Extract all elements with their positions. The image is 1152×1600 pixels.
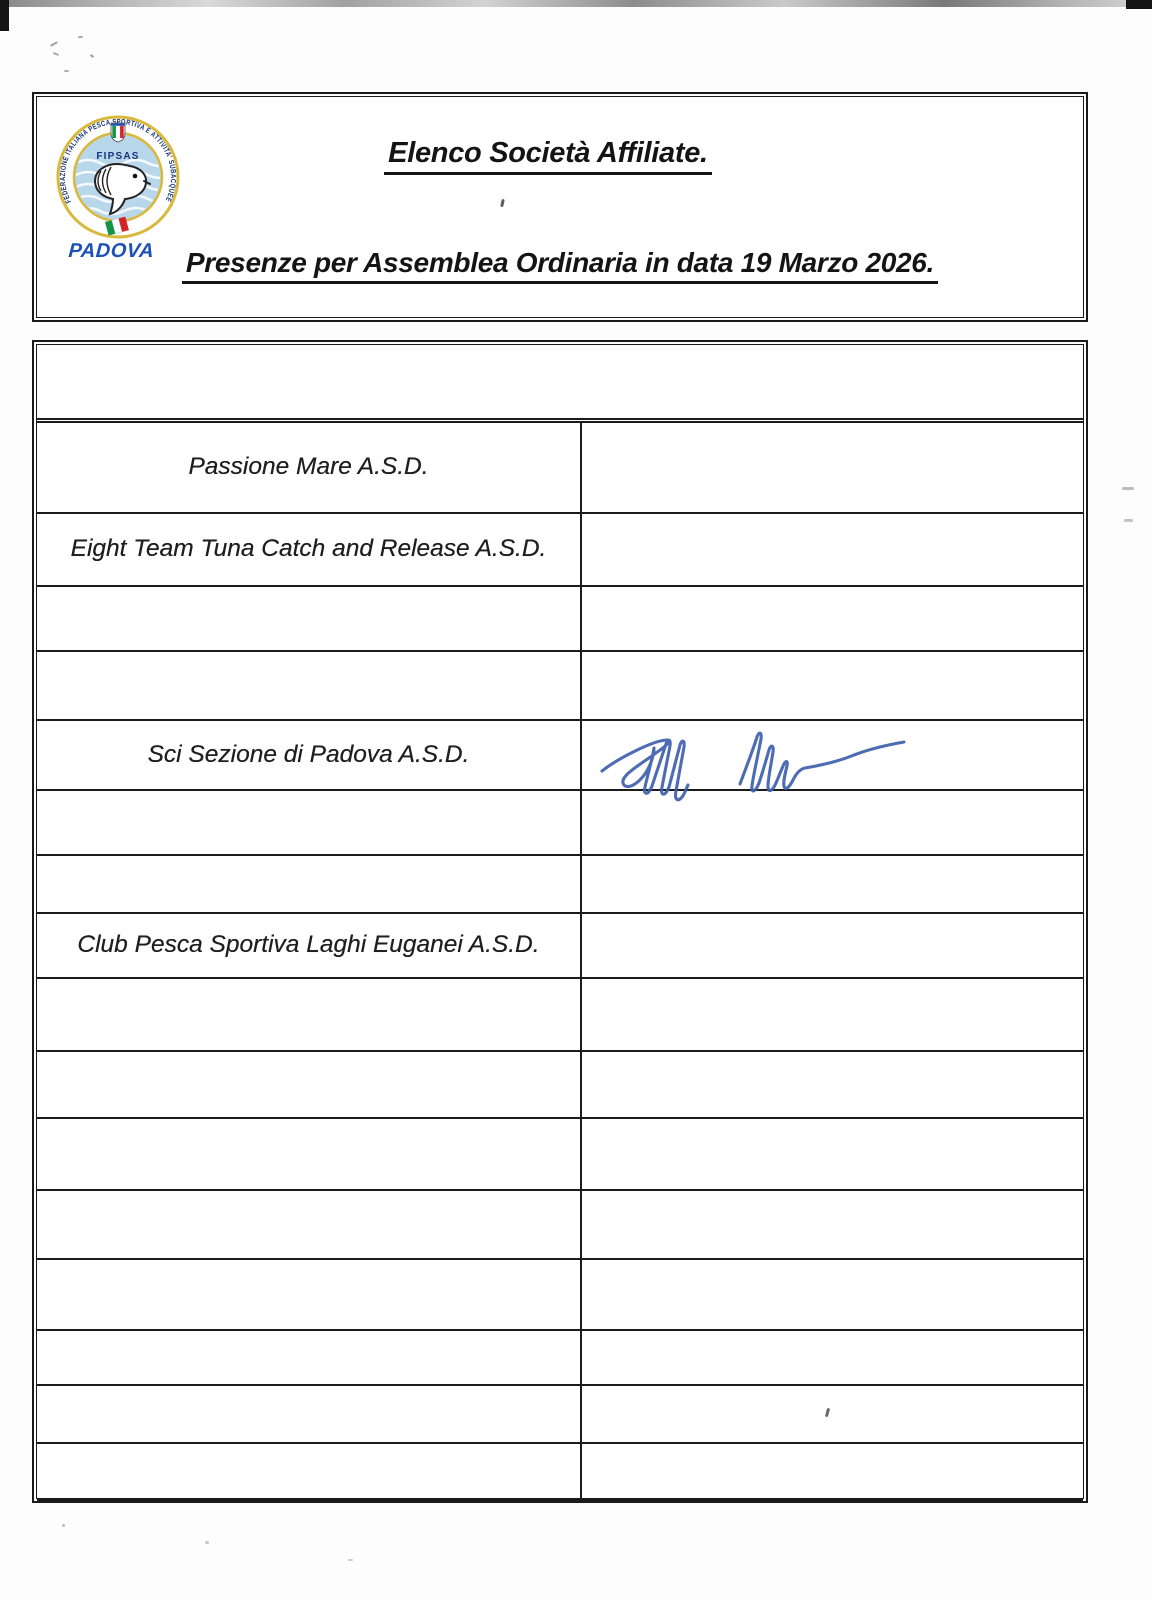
signature-cell [582, 791, 1083, 854]
signature-cell [582, 514, 1083, 585]
table-row [37, 423, 1083, 514]
society-name-cell [37, 914, 582, 977]
table-header-row [37, 345, 1083, 423]
scan-speck [50, 41, 58, 47]
society-name: Eight Team Tuna Catch and Release A.S.D. [70, 535, 547, 563]
table-row [37, 1386, 1083, 1444]
scan-speck [78, 36, 83, 39]
society-name: Club Pesca Sportiva Laghi Euganei A.S.D. [77, 931, 540, 959]
table-row [37, 1052, 1083, 1119]
table-row [37, 1119, 1083, 1191]
attendance-table [32, 340, 1088, 1503]
table-row [37, 1260, 1083, 1331]
society-name-cell [37, 1260, 582, 1329]
scan-speck [1124, 519, 1133, 522]
scan-speck [348, 1559, 353, 1561]
scan-artifact-top-band [0, 0, 1152, 7]
table-row [37, 721, 1083, 791]
table-row [37, 1191, 1083, 1260]
signature-cell [582, 1444, 1083, 1499]
table-row [37, 587, 1083, 652]
society-name-cell [37, 652, 582, 719]
table-row [37, 791, 1083, 856]
society-name: Passione Mare A.S.D. [188, 453, 429, 481]
attendance-table-inner-border [36, 344, 1084, 1499]
header-box-inner-border [36, 96, 1084, 318]
signature-cell [582, 652, 1083, 719]
fipsas-padova-logo [55, 113, 195, 263]
logo-chapter-label: PADOVA [67, 240, 155, 262]
signature-cell [582, 721, 1083, 789]
table-row [37, 514, 1083, 587]
signature-cell [582, 1119, 1083, 1189]
society-name-cell [37, 979, 582, 1050]
society-name-cell [37, 514, 582, 585]
page-title-text: Elenco Società Affiliate. [384, 137, 712, 175]
scan-artifact-corner-right [1126, 0, 1152, 9]
society-name-cell [37, 791, 582, 854]
page-subtitle-text: Presenze per Assemblea Ordinaria in data 19 Marzo 2026. [182, 247, 938, 284]
society-name-cell [37, 1052, 582, 1117]
society-name: Sci Sezione di Padova A.S.D. [147, 740, 470, 768]
society-name-cell [37, 1331, 582, 1384]
table-row [37, 1444, 1083, 1501]
signature-cell [582, 1260, 1083, 1329]
signature-cell [582, 587, 1083, 650]
page-title [25, 137, 1071, 170]
society-name-cell [37, 856, 582, 912]
signature-cell [582, 1386, 1083, 1442]
scan-artifact-corner-left [0, 0, 9, 31]
scan-speck [62, 1524, 65, 1527]
scan-speck [64, 70, 69, 72]
society-name-cell [37, 721, 582, 789]
scan-speck [1122, 487, 1134, 490]
header-box [32, 92, 1088, 322]
society-name-cell [37, 423, 582, 512]
signature-cell [582, 914, 1083, 977]
table-row [37, 856, 1083, 914]
scan-speck [205, 1541, 209, 1544]
society-name-cell [37, 1386, 582, 1442]
signature-cell [582, 979, 1083, 1050]
scan-speck [90, 54, 94, 58]
table-row [37, 652, 1083, 721]
signature-stroke [740, 733, 904, 791]
page-subtitle [37, 247, 1083, 279]
signature-cell [582, 1052, 1083, 1117]
signature-cell [582, 856, 1083, 912]
table-body [37, 423, 1083, 1501]
signature-cell [582, 1331, 1083, 1384]
table-row [37, 979, 1083, 1052]
table-row [37, 1331, 1083, 1386]
signature-cell [582, 423, 1083, 512]
table-row [37, 914, 1083, 979]
scan-speck [500, 199, 504, 207]
signature-cell [582, 1191, 1083, 1258]
society-name-cell [37, 1444, 582, 1499]
logo-ring-text: FEDERAZIONE ITALIANA PESCA SPORTIVA E ATTIVITA' SUBACQUEE [57, 116, 179, 205]
society-name-cell [37, 1191, 582, 1258]
society-name-cell [37, 1119, 582, 1189]
scan-speck [53, 52, 59, 56]
society-name-cell [37, 587, 582, 650]
logo-acronym: FIPSAS [96, 151, 140, 162]
